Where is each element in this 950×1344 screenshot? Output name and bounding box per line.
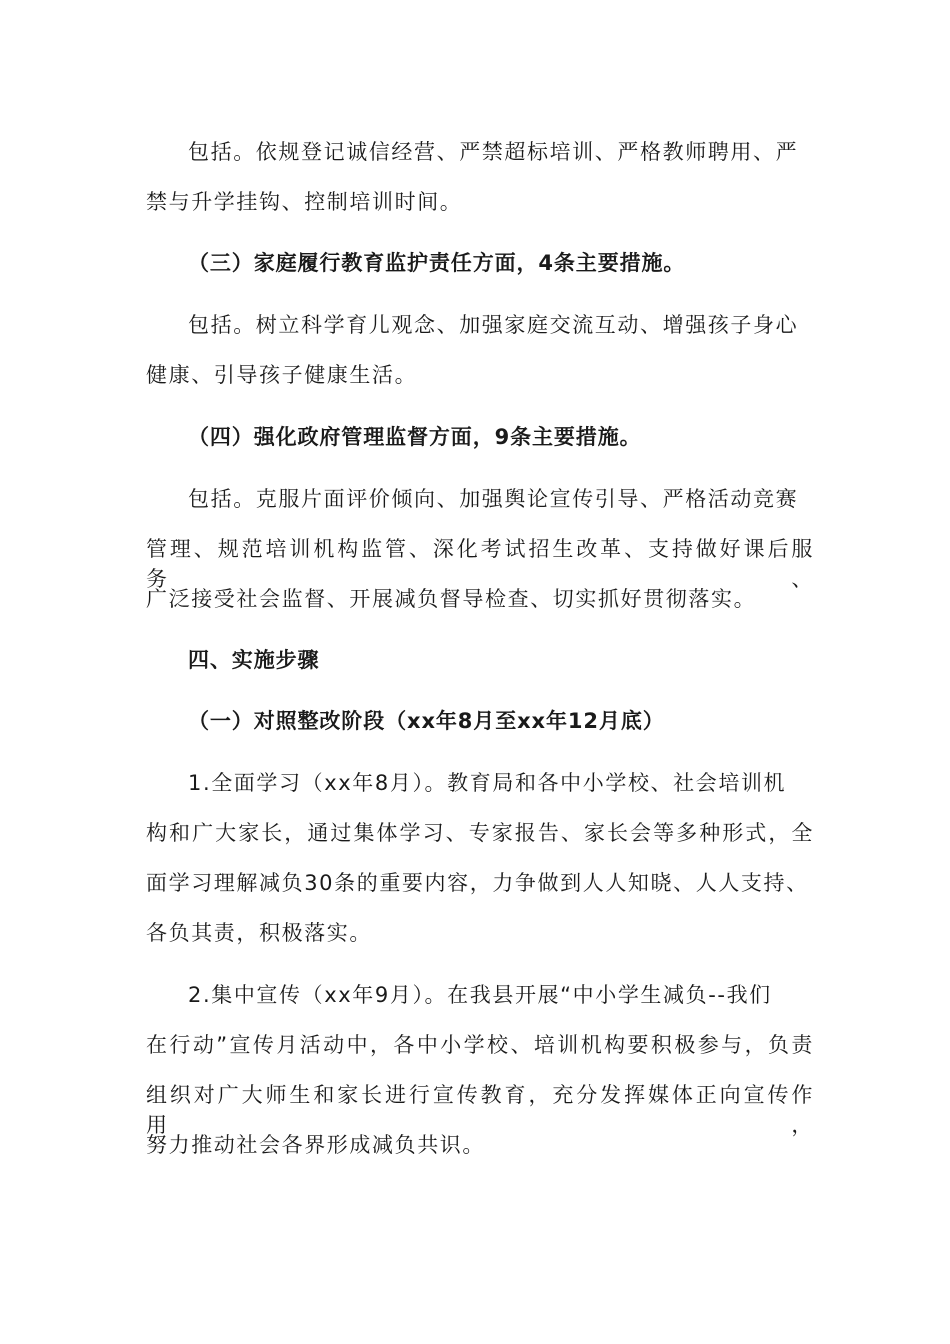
paragraph-3-line-2: 管理、规范培训机构监管、深化考试招生改革、支持做好课后服务、 [146,537,814,591]
paragraph-5-line-4: 努力推动社会各界形成减负共识。 [146,1133,485,1157]
paragraph-4-line-1: 1.全面学习（xx年8月）。教育局和各中小学校、社会培训机 [188,771,787,795]
paragraph-3-line-3: 广泛接受社会监督、开展减负督导检查、切实抓好贯彻落实。 [146,587,757,611]
paragraph-2-line-2: 健康、引导孩子健康生活。 [146,363,418,387]
paragraph-5-line-2: 在行动”宣传月活动中，各中小学校、培训机构要积极参与，负责 [146,1033,814,1057]
section-heading-four: （四）强化政府管理监督方面，9条主要措施。 [188,425,642,449]
paragraph-3-line-1: 包括。克服片面评价倾向、加强舆论宣传引导、严格活动竞赛 [188,487,799,511]
paragraph-2-line-1: 包括。树立科学育儿观念、加强家庭交流互动、增强孩子身心 [188,313,799,337]
section-heading-one: （一）对照整改阶段（xx年8月至xx年12月底） [188,709,665,733]
paragraph-1-line-2: 禁与升学挂钩、控制培训时间。 [146,190,463,214]
chapter-heading-implementation-steps: 四、实施步骤 [188,648,320,672]
paragraph-4-line-2: 构和广大家长，通过集体学习、专家报告、家长会等多种形式，全 [146,821,814,845]
paragraph-4-line-4: 各负其责，积极落实。 [146,921,372,945]
paragraph-5-line-1: 2.集中宣传（xx年9月）。在我县开展“中小学生减负--我们 [188,983,772,1007]
paragraph-4-line-3: 面学习理解减负30条的重要内容，力争做到人人知晓、人人支持、 [146,871,809,895]
paragraph-5-line-3: 组织对广大师生和家长进行宣传教育，充分发挥媒体正向宣传作用， [146,1083,814,1137]
paragraph-1-line-1: 包括。依规登记诚信经营、严禁超标培训、严格教师聘用、严 [188,140,799,164]
section-heading-three: （三）家庭履行教育监护责任方面，4条主要措施。 [188,251,686,275]
